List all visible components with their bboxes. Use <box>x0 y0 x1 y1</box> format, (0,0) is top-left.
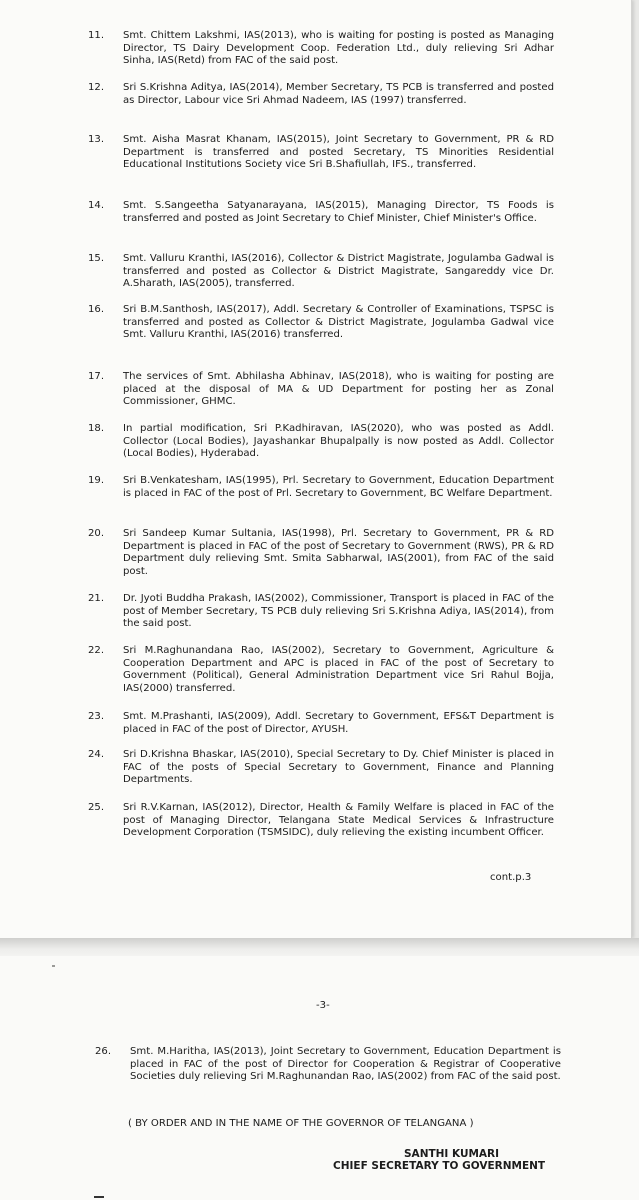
signatory-name: SANTHI KUMARI <box>404 1148 500 1160</box>
item-text: Smt. Chittem Lakshmi, IAS(2013), who is waiting for posting is posted as Managing Director, TS Dairy Development Coop. Federation Ltd., duly relieving Sri Adhar Sinha, IAS(Retd) from FAC of the said post. <box>123 30 554 67</box>
page-number: -3- <box>316 1000 330 1011</box>
item-number: 22. <box>88 645 105 656</box>
item-text: Sri B.Venkatesham, IAS(1995), Prl. Secretary to Government, Education Department is placed in FAC of the post of Prl. Secretary to Government, BC Welfare Department. <box>123 475 554 499</box>
order-item-11 <box>88 30 554 68</box>
item-number: 11. <box>88 30 105 41</box>
item-number: 21. <box>88 593 105 604</box>
page-gap <box>0 938 639 956</box>
item-text: Sri M.Raghunandana Rao, IAS(2002), Secretary to Government, Agriculture & Cooperation Department and APC is placed in FAC of the post of Secretary to Government (Political), General Administration Department vice Sri Rahul Bojja, IAS(2000) transferred. <box>123 645 554 694</box>
item-text: Sri S.Krishna Aditya, IAS(2014), Member Secretary, TS PCB is transferred and posted as Director, Labour vice Sri Ahmad Nadeem, IAS (1997) transferred. <box>123 82 554 106</box>
item-number: 17. <box>88 371 105 382</box>
item-number: 23. <box>88 711 105 722</box>
item-text: Smt. S.Sangeetha Satyanarayana, IAS(2015), Managing Director, TS Foods is transferred and posted as Joint Secretary to Chief Minister, Chief Minister's Office. <box>123 200 554 224</box>
item-text: In partial modification, Sri P.Kadhiravan, IAS(2020), who was posted as Addl. Collector (Local Bodies), Jayashankar Bhupalpally is now posted as Addl. Collector (Local Bodies), Hyderabad. <box>123 423 554 460</box>
order-item-13 <box>88 134 554 172</box>
item-number: 26. <box>95 1046 112 1057</box>
signatory-title: CHIEF SECRETARY TO GOVERNMENT <box>333 1160 546 1172</box>
item-number: 16. <box>88 304 105 315</box>
order-item-18 <box>88 423 554 461</box>
item-number: 15. <box>88 253 105 264</box>
item-text: Sri D.Krishna Bhaskar, IAS(2010), Special Secretary to Dy. Chief Minister is placed in FAC of the posts of Special Secretary to Government, Finance and Planning Departments. <box>123 749 554 786</box>
order-item-17 <box>88 371 554 409</box>
item-number: 24. <box>88 749 105 760</box>
order-item-22 <box>88 645 554 695</box>
item-number: 25. <box>88 802 105 813</box>
order-item-25 <box>88 802 554 840</box>
order-item-19 <box>88 475 554 500</box>
order-item-24 <box>88 749 554 787</box>
scan-speck <box>52 965 55 967</box>
item-text: Smt. M.Haritha, IAS(2013), Joint Secretary to Government, Education Department is placed in FAC of the post of Director for Cooperation & Registrar of Cooperative Societies duly relieving Sri M.Raghunandan Rao, IAS(2002) from FAC of the said post. <box>130 1046 561 1083</box>
continuation-note: cont.p.3 <box>490 872 532 883</box>
item-number: 13. <box>88 134 105 145</box>
order-item-21 <box>88 593 554 631</box>
order-item-14 <box>88 200 554 225</box>
item-number: 18. <box>88 423 105 434</box>
order-item-12 <box>88 82 554 107</box>
item-text: Smt. Valluru Kranthi, IAS(2016), Collector & District Magistrate, Jogulamba Gadwal is transferred and posted as Collector & District Magistrate, Sangareddy vice Dr. A.Sharath, IAS(2005), transferred. <box>123 253 554 290</box>
item-number: 12. <box>88 82 105 93</box>
order-item-23 <box>88 711 554 736</box>
item-number: 20. <box>88 528 105 539</box>
item-number: 19. <box>88 475 105 486</box>
item-text: Smt. M.Prashanti, IAS(2009), Addl. Secretary to Government, EFS&T Department is placed in FAC of the post of Director, AYUSH. <box>123 711 554 735</box>
governor-order-line: ( BY ORDER AND IN THE NAME OF THE GOVERNOR OF TELANGANA ) <box>128 1118 474 1129</box>
item-text: Sri Sandeep Kumar Sultania, IAS(1998), Prl. Secretary to Government, PR & RD Department is placed in FAC of the post of Secretary to Government (RWS), PR & RD Department duly relieving Smt. Smita Sabharwal, IAS(2001), from FAC of the said post. <box>123 528 554 577</box>
item-text: Dr. Jyoti Buddha Prakash, IAS(2002), Commissioner, Transport is placed in FAC of the post of Member Secretary, TS PCB duly relieving Sri S.Krishna Adiya, IAS(2014), from the said post. <box>123 593 554 630</box>
scan-speck <box>94 1196 104 1198</box>
item-text: Smt. Aisha Masrat Khanam, IAS(2015), Joint Secretary to Government, PR & RD Department is transferred and posted Secretary, TS Minorities Residential Educational Institutions Society vice Sri B.Shafiullah, IFS., transferred. <box>123 134 554 171</box>
order-item-26 <box>95 1046 561 1084</box>
item-number: 14. <box>88 200 105 211</box>
item-text: Sri R.V.Karnan, IAS(2012), Director, Health & Family Welfare is placed in FAC of the post of Managing Director, Telangana State Medical Services & Infrastructure Development Corporation (TSMSIDC), duly relieving the existing incumbent Officer. <box>123 802 554 839</box>
order-item-20 <box>88 528 554 578</box>
item-text: Sri B.M.Santhosh, IAS(2017), Addl. Secretary & Controller of Examinations, TSPSC is transferred and posted as Collector & District Magistrate, Jogulamba Gadwal vice Smt. Valluru Kranthi, IAS(2016) transferred. <box>123 304 554 341</box>
order-item-15 <box>88 253 554 291</box>
item-text: The services of Smt. Abhilasha Abhinav, IAS(2018), who is waiting for posting are placed at the disposal of MA & UD Department for posting her as Zonal Commissioner, GHMC. <box>123 371 554 408</box>
order-item-16 <box>88 304 554 342</box>
